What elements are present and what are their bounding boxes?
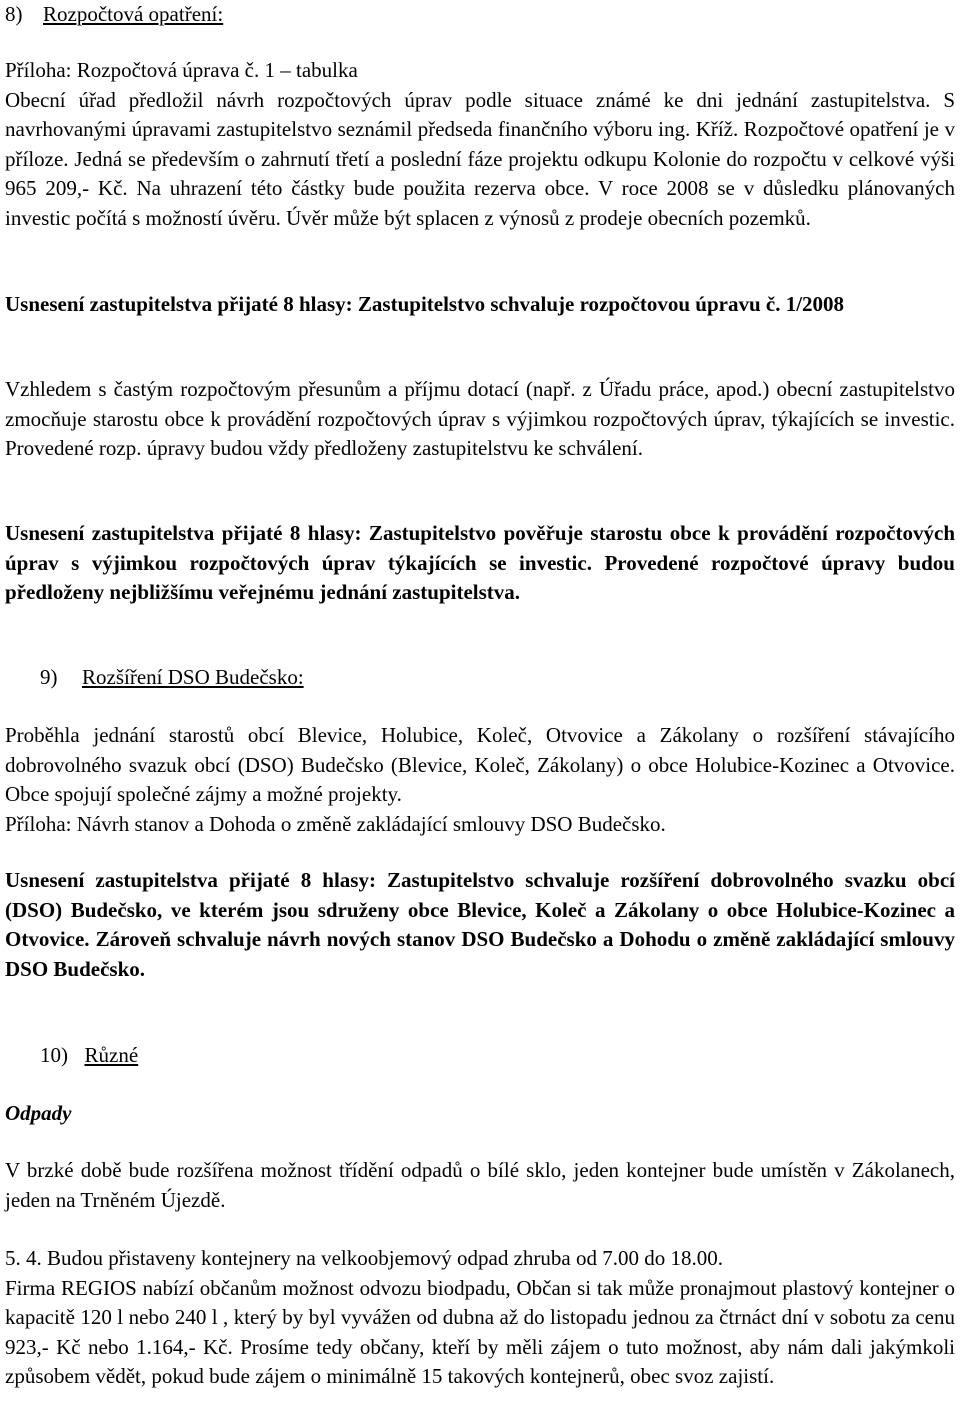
section-10-paragraph-1: V brzké době bude rozšířena možnost třídění odpadů o bílé sklo, jeden kontejner bude umístěn v Zákolanech, jeden na Trněném Újezdě. bbox=[5, 1158, 955, 1212]
section-10-container-date-line: 5. 4. Budou přistaveny kontejnery na velkoobjemový odpad zhruba od 7.00 do 18.00. bbox=[5, 1246, 723, 1270]
section-8-attachment-line: Příloha: Rozpočtová úprava č. 1 – tabulka bbox=[5, 58, 358, 82]
section-10-heading bbox=[40, 1041, 138, 1070]
section-8-resolution-1: Usnesení zastupitelstva přijaté 8 hlasy: Zastupitelstvo schvaluje rozpočtovou úpravu č. 1/2008 bbox=[5, 292, 845, 316]
section-10-number: 10) bbox=[40, 1043, 68, 1067]
section-9-number: 9) bbox=[40, 665, 58, 689]
section-10-title: Různé bbox=[84, 1043, 139, 1067]
section-8-number: 8) bbox=[5, 2, 23, 26]
section-9-resolution: Usnesení zastupitelstva přijaté 8 hlasy: Zastupitelstvo schvaluje rozšíření dobrovolného svazku obcí (DSO) Budečsko, ve kterém jsou sdruženy obce Blevice, Koleč a Zákolany o obce Holubice-Kozinec a Otvovice. Zároveň schvaluje návrh nových stanov DSO Budečsko a Dohodu o změně zakládající smlouvy DSO Budečsko. bbox=[5, 868, 955, 981]
section-9-title: Rozšíření DSO Budečsko: bbox=[82, 665, 304, 689]
section-8-paragraph-2: Vzhledem s častým rozpočtovým přesunům a příjmu dotací (např. z Úřadu práce, apod.) obecní zastupitelstvo zmocňuje starostu obce k provádění rozpočtových úprav s výjimkou rozpočtových úprav, týkajících se investic. Provedené rozp. úpravy budou vždy předloženy zastupitelstvu ke schválení. bbox=[5, 377, 955, 460]
section-8-resolution-2: Usnesení zastupitelstva přijaté 8 hlasy: Zastupitelstvo pověřuje starostu obce k provádění rozpočtových úprav s výjimkou rozpočtových úprav týkajících se investic. Provedené rozpočtové úpravy budou předloženy nejbližšímu veřejnému jednání zastupitelstva. bbox=[5, 521, 955, 604]
section-9-heading bbox=[40, 663, 304, 692]
section-10-paragraph-2: Firma REGIOS nabízí občanům možnost odvozu biodpadu, Občan si tak může pronajmout plastový kontejner o kapacitě 120 l nebo 240 l , který by byl vyvážen od dubna až do listopadu jednou za čtrnáct dní v sobotu za cenu 923,- Kč nebo 1.164,- Kč. Prosíme tedy občany, kteří by měli zájem o tuto možnost, aby nám dali jakýmkoli způsobem vědět, pokud bude zájem o minimálně 15 takových kontejnerů, obec svoz zajistí. bbox=[5, 1275, 955, 1388]
section-9-attachment: Příloha: Návrh stanov a Dohoda o změně zakládající smlouvy DSO Budečsko. bbox=[5, 811, 666, 836]
section-8-heading bbox=[5, 0, 223, 29]
section-8-title: Rozpočtová opatření: bbox=[43, 2, 224, 26]
section-8-paragraph: Obecní úřad předložil návrh rozpočtových úprav podle situace známé ke dni jednání zastupitelstva. S navrhovanými úpravami zastupitelstvo seznámil předseda finančního výboru ing. Kříž. Rozpočtové opatření je v příloze. Jedná se především o zahrnutí třetí a poslední fáze projektu odkupu Kolonie do rozpočtu v celkové výši 965 209,- Kč. Na uhrazení této částky bude použita rezerva obce. V roce 2008 se v důsledku plánovaných investic počítá s možností úvěru. Úvěr může být splacen z výnosů z prodeje obecních pozemků. bbox=[5, 87, 955, 230]
section-9-paragraph: Proběhla jednání starostů obcí Blevice, Holubice, Koleč, Otvovice a Zákolany o rozšíření stávajícího dobrovolného svazuk obcí (DSO) Budečsko (Blevice, Koleč, Zákolany) o obce Holubice-Kozinec a Otvovice. Obce spojují společné zájmy a možné projekty. bbox=[5, 723, 955, 806]
section-10-subtitle: Odpady bbox=[5, 1101, 72, 1125]
